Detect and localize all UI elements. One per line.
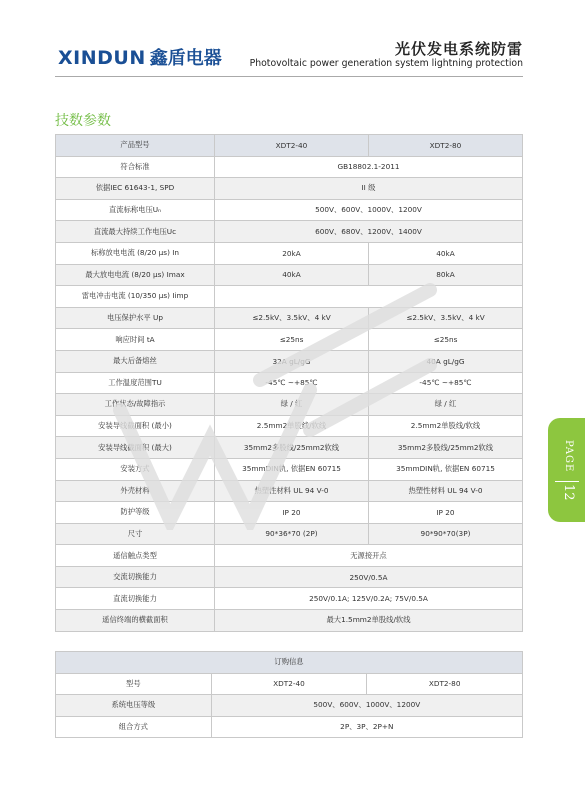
page-number: 12 — [561, 484, 576, 501]
row-value-xdt2-40: -45℃ ~+85℃ — [215, 372, 369, 394]
row-label: 安装方式 — [56, 458, 215, 480]
table-row — [56, 610, 523, 632]
row-label: 直流切换能力 — [56, 588, 215, 610]
row-label: 符合标准 — [56, 156, 215, 178]
row-label: 最大后备熔丝 — [56, 350, 215, 372]
header-cell: XDT2-80 — [369, 135, 523, 157]
row-value: 250V/0.5A — [215, 566, 523, 588]
table-row — [56, 458, 523, 480]
header-cell: 产品型号 — [56, 135, 215, 157]
row-value-xdt2-80: IP 20 — [369, 502, 523, 524]
row-value: 250V/0.1A; 125V/0.2A; 75V/0.5A — [215, 588, 523, 610]
table-row — [56, 523, 523, 545]
row-value-xdt2-80: 绿 / 红 — [369, 394, 523, 416]
table-row — [56, 480, 523, 502]
row-label: 尺寸 — [56, 523, 215, 545]
row-value-xdt2-40: 35mmDIN轨, 依据EN 60715 — [215, 458, 369, 480]
row-label: 雷电冲击电流 (10/350 μs) Iimp — [56, 286, 215, 308]
table-row — [56, 695, 523, 717]
table-row — [56, 178, 523, 200]
header-divider — [55, 76, 523, 77]
row-label: 遥信触点类型 — [56, 545, 215, 567]
row-value: 600V、680V、1200V、1400V — [215, 221, 523, 243]
row-value: GB18802.1-2011 — [215, 156, 523, 178]
row-value: 500V、600V、1000V、1200V — [215, 199, 523, 221]
row-value: II 级 — [215, 178, 523, 200]
table-row — [56, 329, 523, 351]
table-row — [56, 221, 523, 243]
row-label: 直流标称电压Uₙ — [56, 199, 215, 221]
row-value-xdt2-40: 40kA — [215, 264, 369, 286]
row-value-xdt2-40: XDT2-40 — [211, 673, 367, 695]
row-value-xdt2-80: 80kA — [369, 264, 523, 286]
row-label: 电压保护水平 Up — [56, 307, 215, 329]
table-row — [56, 264, 523, 286]
row-label: 安装导线截面积 (最小) — [56, 415, 215, 437]
page-tab-divider — [555, 481, 579, 482]
logo-cn: 鑫盾电器 — [149, 48, 222, 69]
row-label: 依据IEC 61643-1, SPD — [56, 178, 215, 200]
row-value-xdt2-40: 35mm2多股线/25mm2软线 — [215, 437, 369, 459]
row-value-xdt2-40: 90*36*70 (2P) — [215, 523, 369, 545]
page-label: PAGE — [563, 440, 574, 473]
row-label: 工作温度范围TU — [56, 372, 215, 394]
row-value-xdt2-80: 35mm2多股线/25mm2软线 — [369, 437, 523, 459]
brand-logo — [58, 44, 222, 70]
table-row — [56, 286, 523, 308]
table-row — [56, 437, 523, 459]
row-value-xdt2-80: -45℃ ~+85℃ — [369, 372, 523, 394]
row-value: 500V、600V、1000V、1200V — [211, 695, 522, 717]
table-row — [56, 545, 523, 567]
table-row — [56, 415, 523, 437]
row-label: 系统电压等级 — [56, 695, 212, 717]
table-row — [56, 350, 523, 372]
row-label: 标称放电电流 (8/20 μs) In — [56, 242, 215, 264]
row-value-xdt2-40: ≤2.5kV、3.5kV、4 kV — [215, 307, 369, 329]
row-value-xdt2-80: ≤25ns — [369, 329, 523, 351]
table-row — [56, 394, 523, 416]
row-label: 响应时间 tA — [56, 329, 215, 351]
row-value — [215, 286, 523, 308]
row-label: 直流最大持续工作电压Uc — [56, 221, 215, 243]
row-value-xdt2-80: ≤2.5kV、3.5kV、4 kV — [369, 307, 523, 329]
row-value-xdt2-80: XDT2-80 — [367, 673, 523, 695]
row-value: 最大1.5mm2单股线/软线 — [215, 610, 523, 632]
row-value-xdt2-40: 20kA — [215, 242, 369, 264]
row-value-xdt2-80: 热塑性材料 UL 94 V-0 — [369, 480, 523, 502]
specs-table — [55, 134, 523, 632]
row-value-xdt2-80: 35mmDIN轨, 依据EN 60715 — [369, 458, 523, 480]
table-row — [56, 372, 523, 394]
logo-en-part2: DUN — [97, 47, 146, 69]
header-cell: XDT2-40 — [215, 135, 369, 157]
row-value-xdt2-80: 2.5mm2单股线/软线 — [369, 415, 523, 437]
row-value-xdt2-40: ≤25ns — [215, 329, 369, 351]
table-row — [56, 673, 523, 695]
row-label: 组合方式 — [56, 716, 212, 738]
table-header-row — [56, 135, 523, 157]
table-row — [56, 566, 523, 588]
row-value-xdt2-80: 40A gL/gG — [369, 350, 523, 372]
row-label: 遥信终端的横截面积 — [56, 610, 215, 632]
row-label: 外壳材料 — [56, 480, 215, 502]
order-title: 订购信息 — [56, 652, 523, 674]
row-value-xdt2-40: IP 20 — [215, 502, 369, 524]
row-value-xdt2-80: 40kA — [369, 242, 523, 264]
page-header — [0, 0, 585, 85]
table-row — [56, 588, 523, 610]
row-value-xdt2-40: 绿 / 红 — [215, 394, 369, 416]
row-label: 型号 — [56, 673, 212, 695]
table-row — [56, 502, 523, 524]
row-value: 无源接开点 — [215, 545, 523, 567]
row-label: 安装导线截面积 (最大) — [56, 437, 215, 459]
order-header-row — [56, 652, 523, 674]
row-value: 2P、3P、2P+N — [211, 716, 522, 738]
row-value-xdt2-40: 32A gL/gG — [215, 350, 369, 372]
section-title: 技数参数 — [55, 113, 111, 129]
header-title-en: Photovoltaic power generation system lightning protection — [249, 58, 523, 69]
order-table — [55, 651, 523, 738]
table-row — [56, 307, 523, 329]
header-title-cn: 光伏发电系统防雷 — [394, 40, 523, 58]
row-value-xdt2-40: 2.5mm2单股线/软线 — [215, 415, 369, 437]
row-label: 工作状态/故障指示 — [56, 394, 215, 416]
table-row — [56, 716, 523, 738]
row-label: 交流切换能力 — [56, 566, 215, 588]
table-row — [56, 156, 523, 178]
row-value-xdt2-40: 热塑性材料 UL 94 V-0 — [215, 480, 369, 502]
row-label: 防护等级 — [56, 502, 215, 524]
logo-en-part1: XIN — [58, 47, 98, 69]
row-value-xdt2-80: 90*90*70(3P) — [369, 523, 523, 545]
table-row — [56, 199, 523, 221]
row-label: 最大放电电流 (8/20 μs) Imax — [56, 264, 215, 286]
table-row — [56, 242, 523, 264]
